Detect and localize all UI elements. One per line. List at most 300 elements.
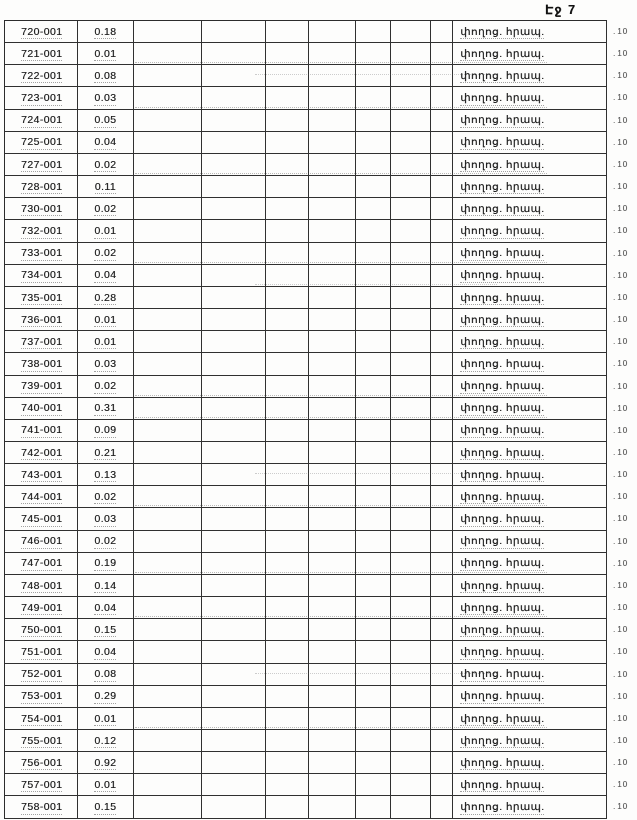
parcel-id: 722-001: [21, 69, 63, 82]
empty-cell: [431, 154, 453, 175]
parcel-id: 754-001: [21, 712, 63, 725]
area-value: 0.29: [94, 690, 117, 703]
empty-cell: [431, 376, 453, 397]
parcel-id: 746-001: [21, 535, 63, 548]
parcel-id-cell: [5, 376, 78, 397]
area-value-cell: [78, 508, 134, 529]
land-category-label: փողոց. հրապ.: [460, 313, 545, 326]
empty-cell: [134, 619, 202, 640]
empty-cell: [266, 664, 309, 685]
parcel-id-cell: [5, 508, 78, 529]
parcel-id-cell: [5, 420, 78, 441]
empty-cell: [266, 464, 309, 485]
cut-off-edge-text: . 10: [613, 226, 628, 235]
empty-cell: [309, 21, 357, 42]
parcel-id-cell: [5, 464, 78, 485]
parcel-id: 749-001: [21, 601, 63, 614]
empty-cell: [134, 110, 202, 131]
empty-cell: [391, 752, 431, 773]
parcel-id: 720-001: [21, 25, 63, 38]
cut-off-edge-text: . 10: [613, 271, 628, 280]
empty-cell: [266, 398, 309, 419]
land-category-cell: [453, 796, 607, 817]
area-value-cell: [78, 708, 134, 729]
cut-off-edge-text: . 10: [613, 559, 628, 568]
empty-cell: [309, 287, 357, 308]
land-category-cell: [453, 376, 607, 397]
area-value-cell: [78, 176, 134, 197]
table-row: [5, 265, 629, 287]
empty-cell: [431, 597, 453, 618]
table-row: [5, 87, 629, 109]
cut-off-edge-text: . 10: [613, 49, 628, 58]
parcel-id: 727-001: [21, 158, 63, 171]
parcel-id-cell: [5, 87, 78, 108]
table-row: [5, 752, 629, 774]
parcel-id: 738-001: [21, 358, 63, 370]
empty-cell: [431, 531, 453, 552]
area-value-cell: [78, 686, 134, 707]
area-value-cell: [78, 220, 134, 241]
area-value-cell: [78, 464, 134, 485]
empty-cell: [431, 508, 453, 529]
area-value-cell: [78, 664, 134, 685]
empty-cell: [202, 132, 266, 153]
empty-cell: [391, 486, 431, 507]
empty-cell: [266, 575, 309, 596]
empty-cell: [202, 641, 266, 662]
empty-cell: [391, 464, 431, 485]
empty-cell: [431, 176, 453, 197]
empty-cell: [309, 353, 357, 374]
land-category-label: փողոց. հրապ.: [460, 734, 545, 747]
land-category-label: փողոց. հրապ.: [460, 712, 545, 725]
parcel-id-cell: [5, 442, 78, 463]
empty-cell: [391, 43, 431, 64]
area-value-cell: [78, 730, 134, 751]
area-value-cell: [78, 553, 134, 574]
empty-cell: [356, 287, 391, 308]
table-row: [5, 220, 629, 242]
parcel-id: 740-001: [21, 402, 63, 415]
area-value-cell: [78, 420, 134, 441]
empty-cell: [309, 531, 357, 552]
area-value-cell: [78, 442, 134, 463]
empty-cell: [202, 796, 266, 817]
empty-cell: [266, 43, 309, 64]
land-category-label: փողոց. հրապ.: [460, 490, 545, 503]
parcel-id-cell: [5, 198, 78, 219]
land-category-label: փողոց. հրապ.: [460, 114, 545, 127]
land-category-label: փողոց. հրապ.: [460, 402, 545, 415]
area-value-cell: [78, 575, 134, 596]
empty-cell: [356, 87, 391, 108]
empty-cell: [309, 198, 357, 219]
empty-cell: [134, 752, 202, 773]
empty-cell: [356, 353, 391, 374]
parcel-id-cell: [5, 309, 78, 330]
empty-cell: [266, 87, 309, 108]
land-category-cell: [453, 65, 607, 86]
land-category-label: փողոց. հրապ.: [460, 335, 545, 348]
table-row: [5, 553, 629, 575]
land-category-label: փողոց. հրապ.: [460, 47, 545, 60]
empty-cell: [391, 686, 431, 707]
cut-off-edge-text: . 10: [613, 692, 628, 701]
empty-cell: [266, 243, 309, 264]
land-category-cell: [453, 686, 607, 707]
empty-cell: [356, 132, 391, 153]
land-category-label: փողոց. հրապ.: [460, 778, 545, 791]
empty-cell: [202, 43, 266, 64]
parcel-id-cell: [5, 331, 78, 352]
land-category-cell: [453, 243, 607, 264]
area-value-cell: [78, 331, 134, 352]
cut-off-edge-text: . 10: [613, 204, 628, 213]
empty-cell: [134, 464, 202, 485]
empty-cell: [431, 220, 453, 241]
empty-cell: [431, 442, 453, 463]
parcel-id: 750-001: [21, 623, 63, 636]
parcel-id: 723-001: [21, 92, 63, 105]
table-row: [5, 664, 629, 686]
empty-cell: [391, 531, 431, 552]
area-value: 0.04: [94, 269, 117, 282]
empty-cell: [391, 398, 431, 419]
parcel-id: 743-001: [21, 468, 63, 481]
land-category-label: փողոց. հրապ.: [460, 225, 545, 238]
empty-cell: [391, 508, 431, 529]
cut-off-edge-text: . 10: [613, 182, 628, 191]
area-value-cell: [78, 265, 134, 286]
table-row: [5, 508, 629, 530]
empty-cell: [202, 420, 266, 441]
empty-cell: [391, 774, 431, 795]
area-value: 0.31: [94, 402, 117, 415]
empty-cell: [309, 730, 357, 751]
empty-cell: [134, 132, 202, 153]
empty-cell: [309, 376, 357, 397]
parcel-id: 756-001: [21, 756, 63, 769]
empty-cell: [391, 442, 431, 463]
parcel-id-cell: [5, 774, 78, 795]
table-row: [5, 575, 629, 597]
land-category-cell: [453, 353, 607, 374]
table-row: [5, 132, 629, 154]
empty-cell: [431, 619, 453, 640]
parcel-id: 748-001: [21, 579, 63, 592]
land-category-label: փողոց. հրապ.: [460, 756, 545, 769]
empty-cell: [202, 87, 266, 108]
empty-cell: [134, 21, 202, 42]
land-category-label: փողոց. հրապ.: [460, 380, 545, 393]
area-value: 0.04: [94, 646, 117, 659]
page-number-label: Էջ 7: [545, 3, 577, 17]
cut-off-edge-text: . 10: [613, 736, 628, 745]
empty-cell: [266, 220, 309, 241]
area-value: 0.02: [94, 380, 117, 393]
table-row: [5, 686, 629, 708]
table-row: [5, 110, 629, 132]
empty-cell: [309, 65, 357, 86]
parcel-id-cell: [5, 176, 78, 197]
empty-cell: [431, 65, 453, 86]
parcel-id-cell: [5, 486, 78, 507]
empty-cell: [309, 331, 357, 352]
land-category-label: փողոց. հրապ.: [460, 690, 545, 703]
parcel-id-cell: [5, 730, 78, 751]
land-category-cell: [453, 287, 607, 308]
land-category-cell: [453, 619, 607, 640]
land-category-cell: [453, 641, 607, 662]
land-category-label: փողոց. հրապ.: [460, 623, 545, 636]
empty-cell: [134, 331, 202, 352]
empty-cell: [266, 752, 309, 773]
land-category-cell: [453, 442, 607, 463]
parcel-id-cell: [5, 154, 78, 175]
cut-off-edge-text: . 10: [613, 160, 628, 169]
empty-cell: [391, 110, 431, 131]
area-value: 0.18: [94, 25, 117, 38]
empty-cell: [356, 730, 391, 751]
empty-cell: [309, 464, 357, 485]
empty-cell: [134, 774, 202, 795]
empty-cell: [356, 420, 391, 441]
empty-cell: [356, 43, 391, 64]
parcel-id-cell: [5, 132, 78, 153]
cut-off-edge-text: . 10: [613, 670, 628, 679]
empty-cell: [266, 132, 309, 153]
empty-cell: [391, 641, 431, 662]
land-category-label: փողոց. հրապ.: [460, 69, 545, 82]
empty-cell: [202, 265, 266, 286]
cut-off-edge-text: . 10: [613, 448, 628, 457]
empty-cell: [356, 376, 391, 397]
table-row: [5, 353, 629, 375]
empty-cell: [431, 243, 453, 264]
land-category-cell: [453, 265, 607, 286]
table-row: [5, 376, 629, 398]
area-value-cell: [78, 154, 134, 175]
empty-cell: [309, 708, 357, 729]
empty-cell: [266, 730, 309, 751]
parcel-id: 733-001: [21, 247, 63, 260]
land-category-cell: [453, 110, 607, 131]
empty-cell: [309, 597, 357, 618]
empty-cell: [202, 198, 266, 219]
empty-cell: [134, 597, 202, 618]
table-row: [5, 641, 629, 663]
area-value: 0.02: [94, 247, 117, 260]
empty-cell: [202, 398, 266, 419]
empty-cell: [431, 664, 453, 685]
land-category-label: փողոց. հրապ.: [460, 180, 545, 193]
cut-off-edge-text: . 10: [613, 714, 628, 723]
empty-cell: [309, 664, 357, 685]
area-value-cell: [78, 198, 134, 219]
area-value: 0.08: [94, 69, 117, 82]
cut-off-edge-text: . 10: [613, 802, 628, 811]
empty-cell: [134, 442, 202, 463]
empty-cell: [134, 265, 202, 286]
empty-cell: [431, 331, 453, 352]
land-category-cell: [453, 597, 607, 618]
empty-cell: [431, 553, 453, 574]
empty-cell: [266, 331, 309, 352]
empty-cell: [266, 21, 309, 42]
parcel-id: 747-001: [21, 557, 63, 570]
land-category-label: փողոց. հրապ.: [460, 424, 545, 437]
land-category-cell: [453, 508, 607, 529]
land-category-cell: [453, 43, 607, 64]
empty-cell: [431, 486, 453, 507]
empty-cell: [134, 641, 202, 662]
empty-cell: [356, 597, 391, 618]
table-row: [5, 420, 629, 442]
empty-cell: [431, 398, 453, 419]
table-row: [5, 43, 629, 65]
parcel-id: 728-001: [21, 180, 63, 193]
empty-cell: [356, 65, 391, 86]
area-value: 0.02: [94, 490, 117, 503]
empty-cell: [391, 331, 431, 352]
empty-cell: [134, 65, 202, 86]
empty-cell: [356, 398, 391, 419]
empty-cell: [266, 420, 309, 441]
empty-cell: [202, 176, 266, 197]
land-category-label: փողոց. հրապ.: [460, 269, 545, 282]
parcel-id: 739-001: [21, 380, 63, 393]
empty-cell: [134, 708, 202, 729]
area-value: 0.04: [94, 136, 117, 149]
area-value-cell: [78, 641, 134, 662]
empty-cell: [431, 641, 453, 662]
empty-cell: [356, 464, 391, 485]
empty-cell: [266, 154, 309, 175]
area-value: 0.15: [94, 801, 117, 814]
empty-cell: [309, 442, 357, 463]
table-row: [5, 486, 629, 508]
area-value-cell: [78, 132, 134, 153]
empty-cell: [309, 265, 357, 286]
empty-cell: [202, 686, 266, 707]
empty-cell: [266, 553, 309, 574]
empty-cell: [266, 531, 309, 552]
parcel-id: 744-001: [21, 490, 63, 503]
empty-cell: [309, 309, 357, 330]
empty-cell: [266, 641, 309, 662]
land-category-cell: [453, 176, 607, 197]
table-row: [5, 287, 629, 309]
area-value: 0.21: [94, 446, 117, 459]
land-category-cell: [453, 752, 607, 773]
table-row: [5, 619, 629, 641]
area-value: 0.03: [94, 358, 117, 370]
empty-cell: [431, 796, 453, 817]
empty-cell: [266, 376, 309, 397]
land-category-label: փողոց. հրապ.: [460, 468, 545, 481]
empty-cell: [309, 486, 357, 507]
cut-off-edge-text: . 10: [613, 116, 628, 125]
empty-cell: [391, 708, 431, 729]
parcel-id-cell: [5, 265, 78, 286]
cut-off-edge-text: . 10: [613, 537, 628, 546]
empty-cell: [431, 110, 453, 131]
empty-cell: [266, 353, 309, 374]
land-category-label: փողոց. հրապ.: [460, 247, 545, 260]
empty-cell: [309, 774, 357, 795]
empty-cell: [202, 619, 266, 640]
cut-off-edge-text: . 10: [613, 138, 628, 147]
cut-off-edge-text: . 10: [613, 426, 628, 435]
area-value-cell: [78, 65, 134, 86]
land-category-cell: [453, 331, 607, 352]
area-value: 0.01: [94, 335, 117, 348]
empty-cell: [309, 220, 357, 241]
empty-cell: [356, 265, 391, 286]
parcel-id: 732-001: [21, 225, 63, 238]
empty-cell: [391, 309, 431, 330]
empty-cell: [431, 287, 453, 308]
empty-cell: [202, 730, 266, 751]
table-row: [5, 531, 629, 553]
land-category-label: փողոց. հրապ.: [460, 92, 545, 105]
empty-cell: [266, 597, 309, 618]
empty-cell: [431, 774, 453, 795]
land-category-cell: [453, 708, 607, 729]
empty-cell: [202, 664, 266, 685]
empty-cell: [202, 774, 266, 795]
empty-cell: [266, 486, 309, 507]
parcel-id: 757-001: [21, 778, 63, 791]
parcel-id: 745-001: [21, 513, 63, 526]
parcel-id: 721-001: [21, 47, 63, 60]
empty-cell: [356, 331, 391, 352]
area-value: 0.19: [94, 557, 117, 570]
cut-off-edge-text: . 10: [613, 514, 628, 523]
empty-cell: [266, 176, 309, 197]
area-value: 0.14: [94, 579, 117, 592]
area-value-cell: [78, 353, 134, 374]
empty-cell: [309, 752, 357, 773]
parcel-id-cell: [5, 708, 78, 729]
land-category-cell: [453, 420, 607, 441]
table-row: [5, 464, 629, 486]
land-category-label: փողոց. հրապ.: [460, 446, 545, 459]
empty-cell: [202, 287, 266, 308]
empty-cell: [134, 730, 202, 751]
area-value-cell: [78, 398, 134, 419]
parcel-id: 741-001: [21, 424, 63, 437]
area-value-cell: [78, 619, 134, 640]
land-category-label: փողոց. հրապ.: [460, 358, 545, 370]
empty-cell: [202, 752, 266, 773]
empty-cell: [134, 508, 202, 529]
empty-cell: [356, 198, 391, 219]
land-category-label: փողոց. հրապ.: [460, 668, 545, 681]
land-category-cell: [453, 309, 607, 330]
area-value-cell: [78, 87, 134, 108]
empty-cell: [134, 309, 202, 330]
land-category-label: փողոց. հրապ.: [460, 801, 545, 814]
empty-cell: [134, 43, 202, 64]
empty-cell: [431, 420, 453, 441]
land-category-label: փողոց. հրապ.: [460, 202, 545, 215]
cut-off-edge-text: . 10: [613, 581, 628, 590]
table-row: [5, 774, 629, 796]
empty-cell: [391, 619, 431, 640]
area-value-cell: [78, 376, 134, 397]
